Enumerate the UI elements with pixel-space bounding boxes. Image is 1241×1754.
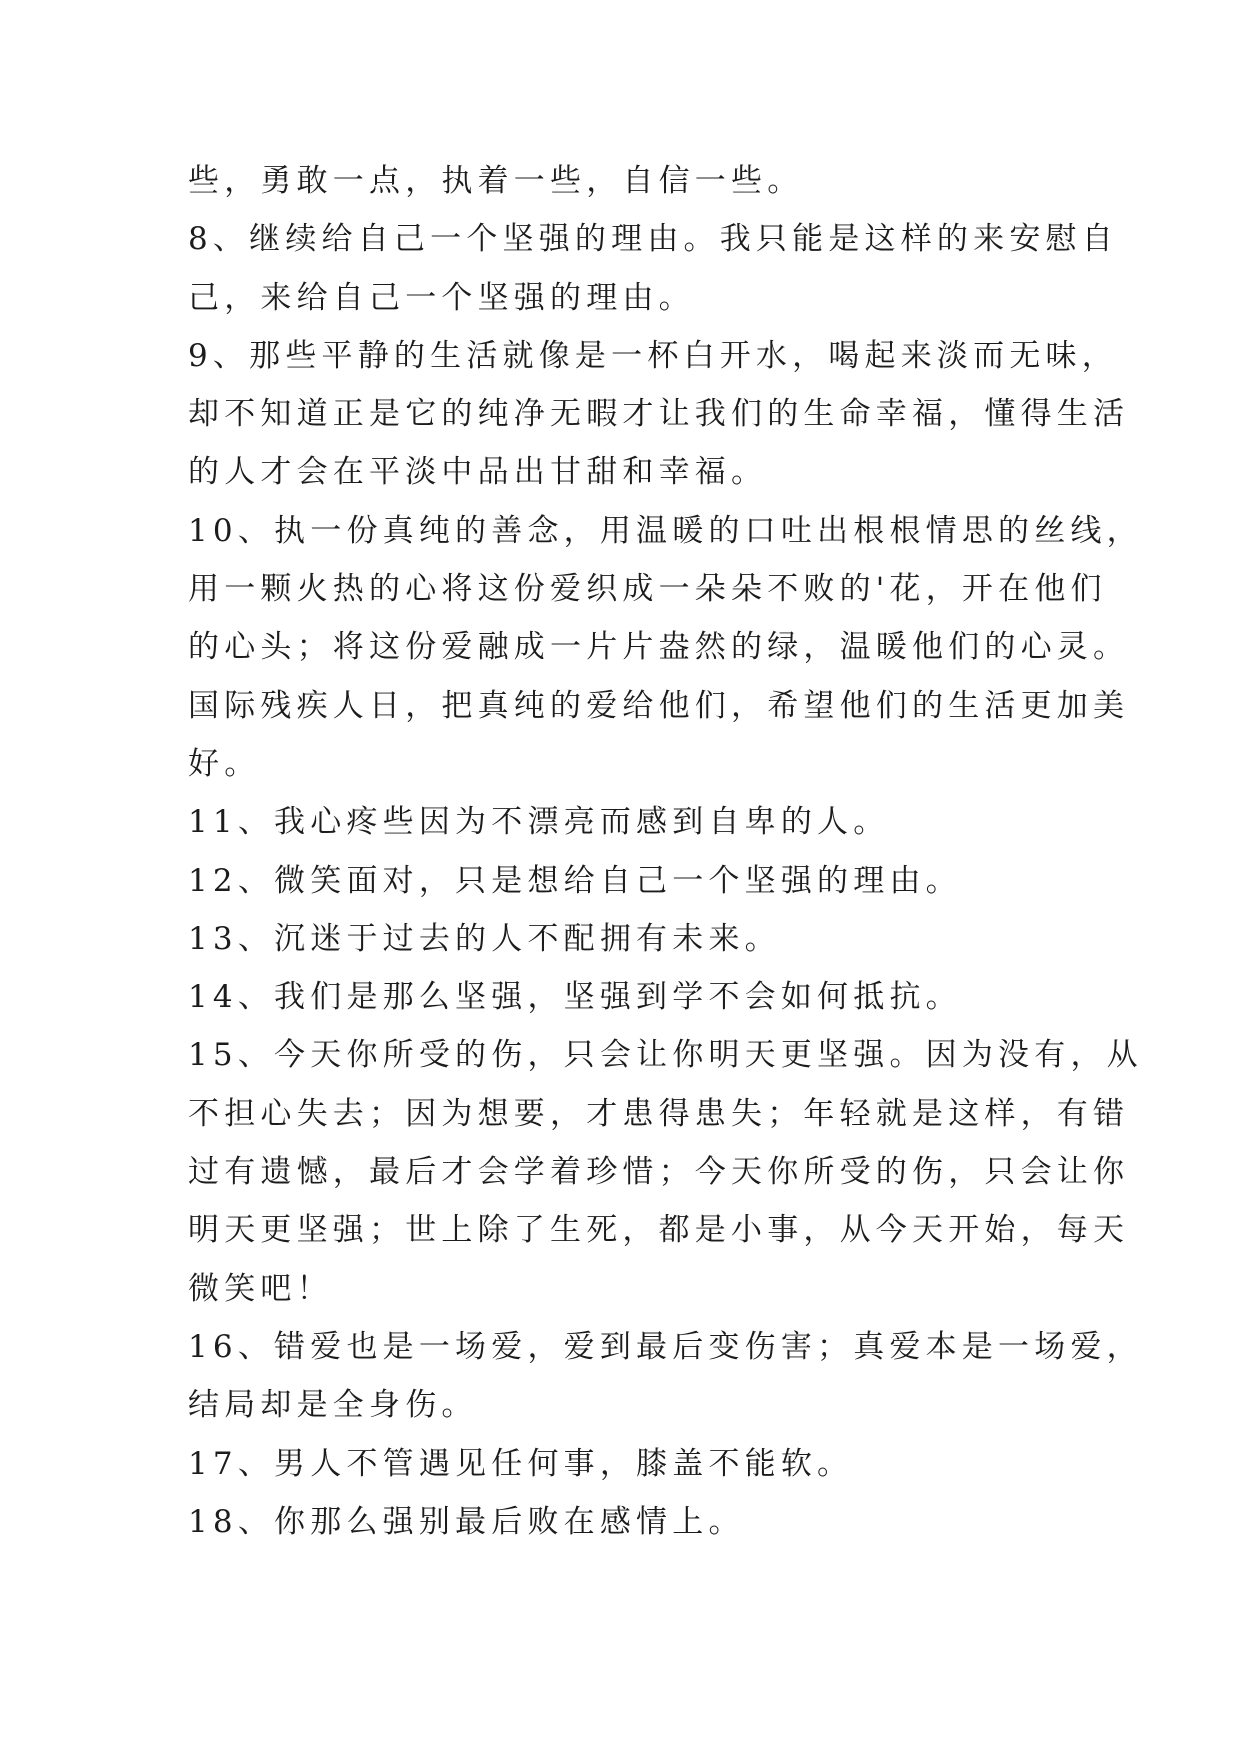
text-line: 明天更坚强；世上除了生死，都是小事，从今天开始，每天 [188, 1212, 1130, 1249]
text-line: 用一颗火热的心将这份爱织成一朵朵不败的'花，开在他们 [188, 571, 1107, 608]
text-line: 的人才会在平淡中品出甘甜和幸福。 [188, 454, 768, 491]
text-line: 国际残疾人日，把真纯的爱给他们，希望他们的生活更加美 [188, 687, 1130, 724]
text-line: 己，来给自己一个坚强的理由。 [188, 279, 695, 316]
text-line: 9、那些平静的生活就像是一杯白开水，喝起来淡而无味， [188, 337, 1118, 374]
body-text [188, 152, 1143, 1551]
text-line: 结局却是全身伤。 [188, 1387, 478, 1424]
text-line: 15、今天你所受的伤，只会让你明天更坚强。因为没有，从 [188, 1037, 1143, 1074]
text-line: 10、执一份真纯的善念，用温暖的口吐出根根情思的丝线， [188, 512, 1143, 549]
text-line: 好。 [188, 745, 261, 782]
text-line: 13、沉迷于过去的人不配拥有未来。 [188, 920, 781, 957]
text-line: 18、你那么强别最后败在感情上。 [188, 1503, 745, 1540]
text-line: 微笑吧！ [188, 1270, 333, 1307]
text-line: 不担心失去；因为想要，才患得患失；年轻就是这样，有错 [188, 1095, 1130, 1132]
text-line: 过有遗憾，最后才会学着珍惜；今天你所受的伤，只会让你 [188, 1154, 1130, 1191]
text-line: 12、微笑面对，只是想给自己一个坚强的理由。 [188, 862, 962, 899]
text-line: 却不知道正是它的纯净无暇才让我们的生命幸福，懂得生活 [188, 396, 1130, 433]
text-line: 些，勇敢一点，执着一些，自信一些。 [188, 163, 804, 199]
text-line: 17、男人不管遇见任何事，膝盖不能软。 [188, 1445, 854, 1482]
text-line: 14、我们是那么坚强，坚强到学不会如何抵抗。 [188, 979, 962, 1016]
text-line: 11、我心疼些因为不漂亮而感到自卑的人。 [188, 804, 890, 841]
text-line: 16、错爱也是一场爱，爱到最后变伤害；真爱本是一场爱， [188, 1328, 1143, 1365]
text-line: 8、继续给自己一个坚强的理由。我只能是这样的来安慰自 [188, 221, 1118, 258]
text-line: 的心头；将这份爱融成一片片盎然的绿，温暖他们的心灵。 [188, 629, 1130, 666]
